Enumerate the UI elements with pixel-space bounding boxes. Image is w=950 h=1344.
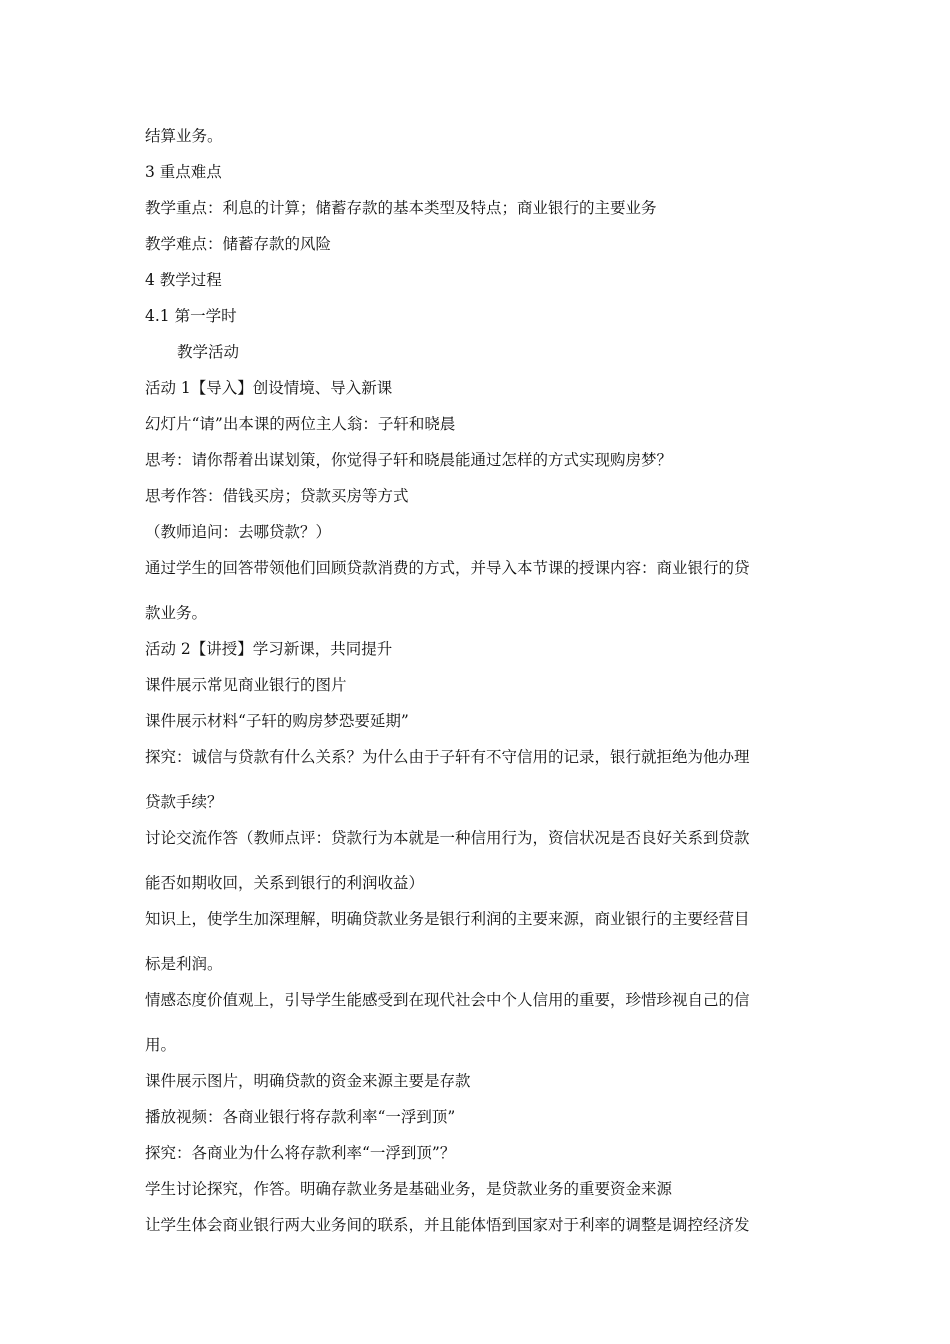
text-line: 教学重点：利息的计算；储蓄存款的基本类型及特点；商业银行的主要业务 — [145, 199, 657, 217]
text-line: 课件展示材料“子轩的购房梦恐要延期” — [145, 712, 409, 730]
text-line: 通过学生的回答带领他们回顾贷款消费的方式，并导入本节课的授课内容：商业银行的贷 — [145, 559, 750, 577]
text-line: 幻灯片“请”出本课的两位主人翁：子轩和晓晨 — [145, 415, 456, 433]
subsection-heading: 4.1 第一学时 — [145, 307, 237, 325]
text-line: 学生讨论探究，作答。明确存款业务是基础业务，是贷款业务的重要资金来源 — [145, 1180, 673, 1198]
activity-title: 活动 1【导入】创设情境、导入新课 — [145, 379, 393, 397]
text-line: 用。 — [145, 1036, 177, 1054]
text-line: 款业务。 — [145, 604, 208, 622]
text-line: 让学生体会商业银行两大业务间的联系，并且能体悟到国家对于利率的调整是调控经济发 — [145, 1216, 750, 1234]
text-line: 探究：各商业为什么将存款利率“一浮到顶”？ — [145, 1144, 456, 1162]
text-line: 思考作答：借钱买房；贷款买房等方式 — [145, 487, 409, 505]
document-body — [145, 126, 813, 1251]
text-line: 讨论交流作答（教师点评：贷款行为本就是一种信用行为，资信状况是否良好关系到贷款 — [145, 829, 750, 847]
section-heading: 3 重点难点 — [145, 163, 222, 181]
text-line: 教学难点：储蓄存款的风险 — [145, 235, 332, 253]
text-line: 播放视频：各商业银行将存款利率“一浮到顶” — [145, 1108, 456, 1126]
activity-heading: 教学活动 — [177, 343, 240, 361]
text-line: 标是利润。 — [145, 955, 223, 973]
text-line: 知识上，使学生加深理解，明确贷款业务是银行利润的主要来源，商业银行的主要经营目 — [145, 910, 750, 928]
text-line: 贷款手续？ — [145, 793, 223, 811]
section-heading: 4 教学过程 — [145, 271, 222, 289]
text-line: （教师追问：去哪贷款？） — [145, 523, 332, 541]
text-line: 结算业务。 — [145, 127, 223, 145]
activity-title: 活动 2【讲授】学习新课，共同提升 — [145, 640, 393, 658]
text-line: 思考：请你帮着出谋划策，你觉得子轩和晓晨能通过怎样的方式实现购房梦？ — [145, 451, 673, 469]
text-line: 探究：诚信与贷款有什么关系？为什么由于子轩有不守信用的记录，银行就拒绝为他办理 — [145, 748, 750, 766]
text-line: 课件展示常见商业银行的图片 — [145, 676, 347, 694]
text-line: 情感态度价值观上，引导学生能感受到在现代社会中个人信用的重要，珍惜珍视自己的信 — [145, 991, 750, 1009]
text-line: 能否如期收回，关系到银行的利润收益） — [145, 874, 425, 892]
text-line: 课件展示图片，明确贷款的资金来源主要是存款 — [145, 1072, 471, 1090]
